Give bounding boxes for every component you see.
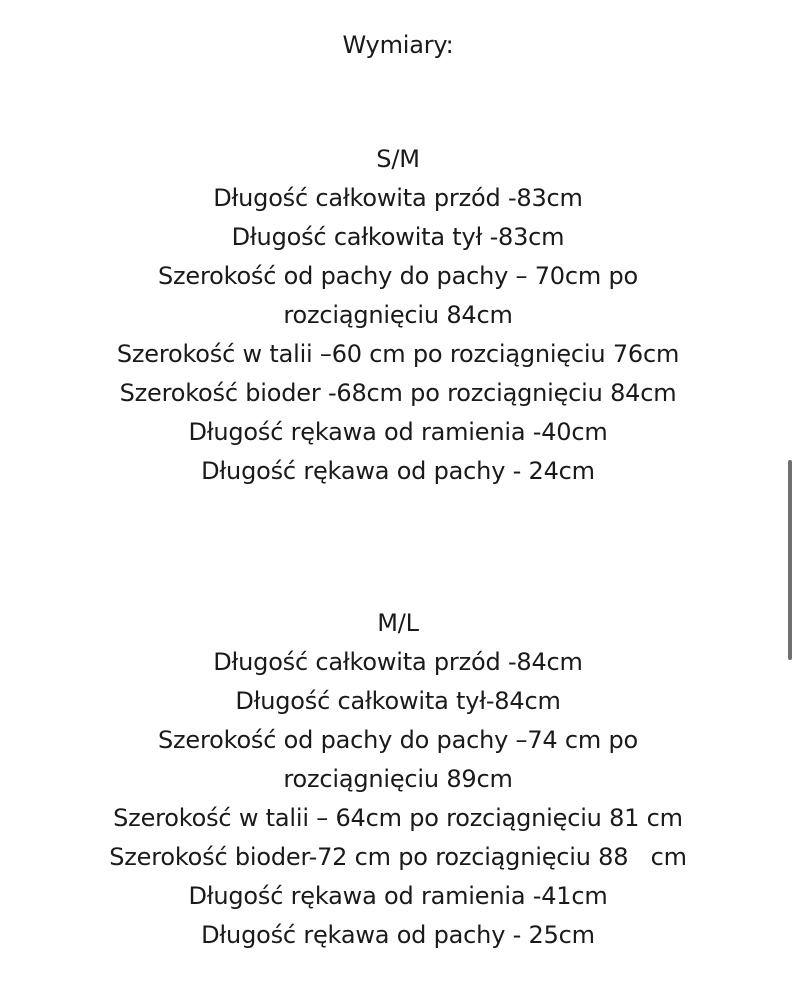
ml-line-back-length: Długość całkowita tył-84cm	[235, 687, 561, 715]
size-heading-m-l: M/L	[377, 609, 419, 637]
ml-line-hip-width: Szerokość bioder-72 cm po rozciągnięciu 88 cm	[109, 843, 687, 871]
ml-line-sleeve-from-shoulder: Długość rękawa od ramienia -41cm	[188, 882, 608, 910]
sm-line-sleeve-from-armpit: Długość rękawa od pachy - 24cm	[201, 457, 595, 485]
sm-line-back-length: Długość całkowita tył -83cm	[231, 223, 565, 251]
sm-line-sleeve-from-shoulder: Długość rękawa od ramienia -40cm	[188, 418, 608, 446]
sm-line-chest-stretched: rozciągnięciu 84cm	[283, 301, 513, 329]
ml-line-waist-width: Szerokość w talii – 64cm po rozciągnięciu 81 cm	[113, 804, 683, 832]
sm-line-front-length: Długość całkowita przód -83cm	[213, 184, 583, 212]
size-heading-s-m: S/M	[376, 145, 420, 173]
ml-line-chest-width: Szerokość od pachy do pachy –74 cm po	[157, 726, 639, 754]
sm-line-hip-width: Szerokość bioder -68cm po rozciągnięciu 84cm	[119, 379, 677, 407]
sm-line-waist-width: Szerokość w talii –60 cm po rozciągnięciu 76cm	[116, 340, 680, 368]
vertical-scrollbar[interactable]	[788, 460, 792, 660]
page-title: Wymiary:	[342, 31, 454, 59]
sm-line-chest-width: Szerokość od pachy do pachy – 70cm po	[157, 262, 639, 290]
ml-line-front-length: Długość całkowita przód -84cm	[213, 648, 583, 676]
ml-line-chest-stretched: rozciągnięciu 89cm	[283, 765, 513, 793]
ml-line-sleeve-from-armpit: Długość rękawa od pachy - 25cm	[201, 921, 595, 949]
